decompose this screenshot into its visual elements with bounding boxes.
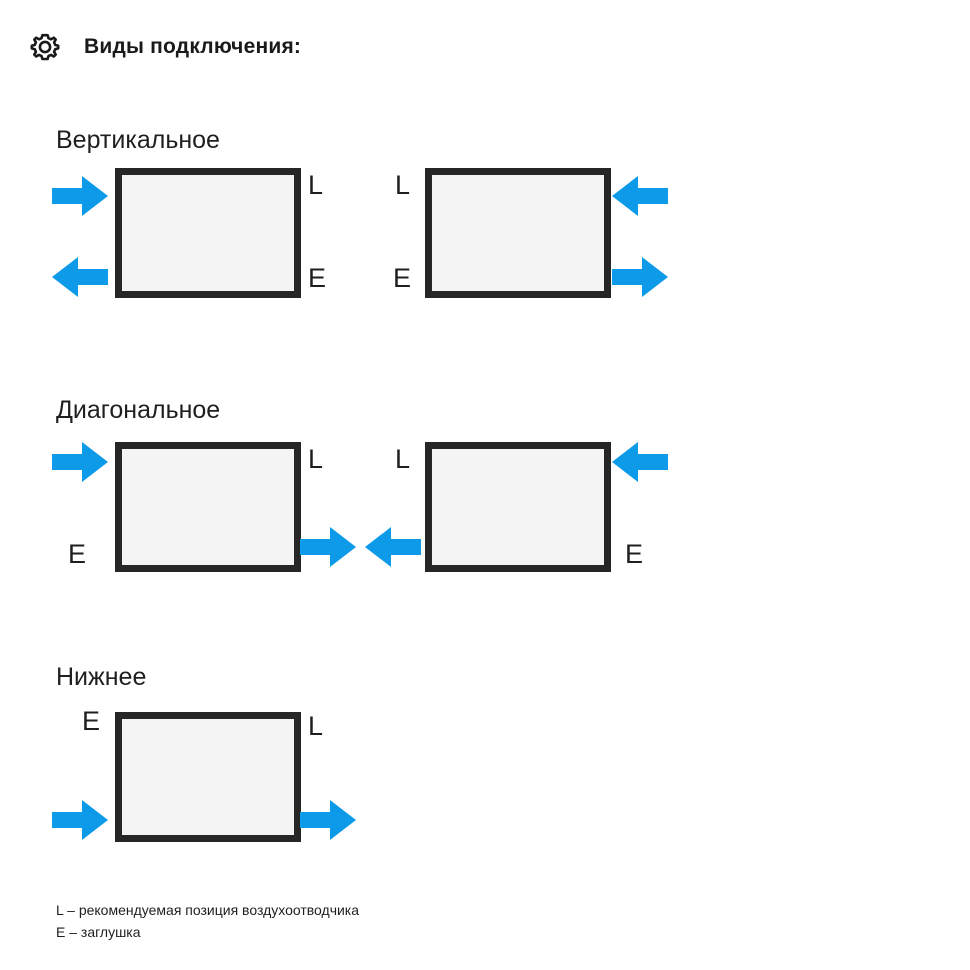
label-L-bottom: L: [308, 711, 324, 741]
outlet-arrow-bottom-right-bottom: [300, 798, 356, 842]
radiator-diagonal-right: [425, 442, 611, 572]
gear-icon: [28, 30, 62, 64]
page-title: Виды подключения:: [84, 35, 302, 58]
header: [28, 30, 301, 64]
section-title-bottom: Нижнее: [56, 663, 147, 691]
legend: [56, 900, 359, 943]
inlet-arrow-top-right-diagonal: [612, 440, 668, 484]
section-title-diagonal: Диагональное: [56, 396, 221, 424]
inlet-arrow-top-right-vertical: [612, 174, 668, 218]
inlet-arrow-top-left-diagonal: [52, 440, 108, 484]
inlet-arrow-bottom-left-bottom: [52, 798, 108, 842]
label-L-vertical-right: L: [395, 170, 411, 200]
label-E-vertical-right: E: [393, 263, 412, 293]
radiator-vertical-left: [115, 168, 301, 298]
label-L-vertical-left: L: [308, 170, 324, 200]
label-E-diagonal-right: E: [625, 539, 644, 569]
legend-line-L: L – рекомендуемая позиция воздухоотводчика: [56, 902, 360, 918]
label-E-vertical-left: E: [308, 263, 327, 293]
outlet-arrow-bottom-right-vertical: [612, 255, 668, 299]
label-E-bottom: E: [82, 706, 101, 736]
radiator-vertical-right: [425, 168, 611, 298]
inlet-arrow-top-left-vertical: [52, 174, 108, 218]
outlet-arrow-bottom-right-diagonal: [300, 525, 356, 569]
radiator-diagonal-left: [115, 442, 301, 572]
label-E-diagonal-left: E: [68, 539, 87, 569]
section-title-vertical: Вертикальное: [56, 126, 220, 154]
legend-line-E: E – заглушка: [56, 923, 141, 940]
outlet-arrow-bottom-left-diagonal: [365, 525, 421, 569]
label-L-diagonal-right: L: [395, 444, 411, 474]
label-L-diagonal-left: L: [308, 444, 324, 474]
radiator-bottom: [115, 712, 301, 842]
outlet-arrow-bottom-left-vertical: [52, 255, 108, 299]
